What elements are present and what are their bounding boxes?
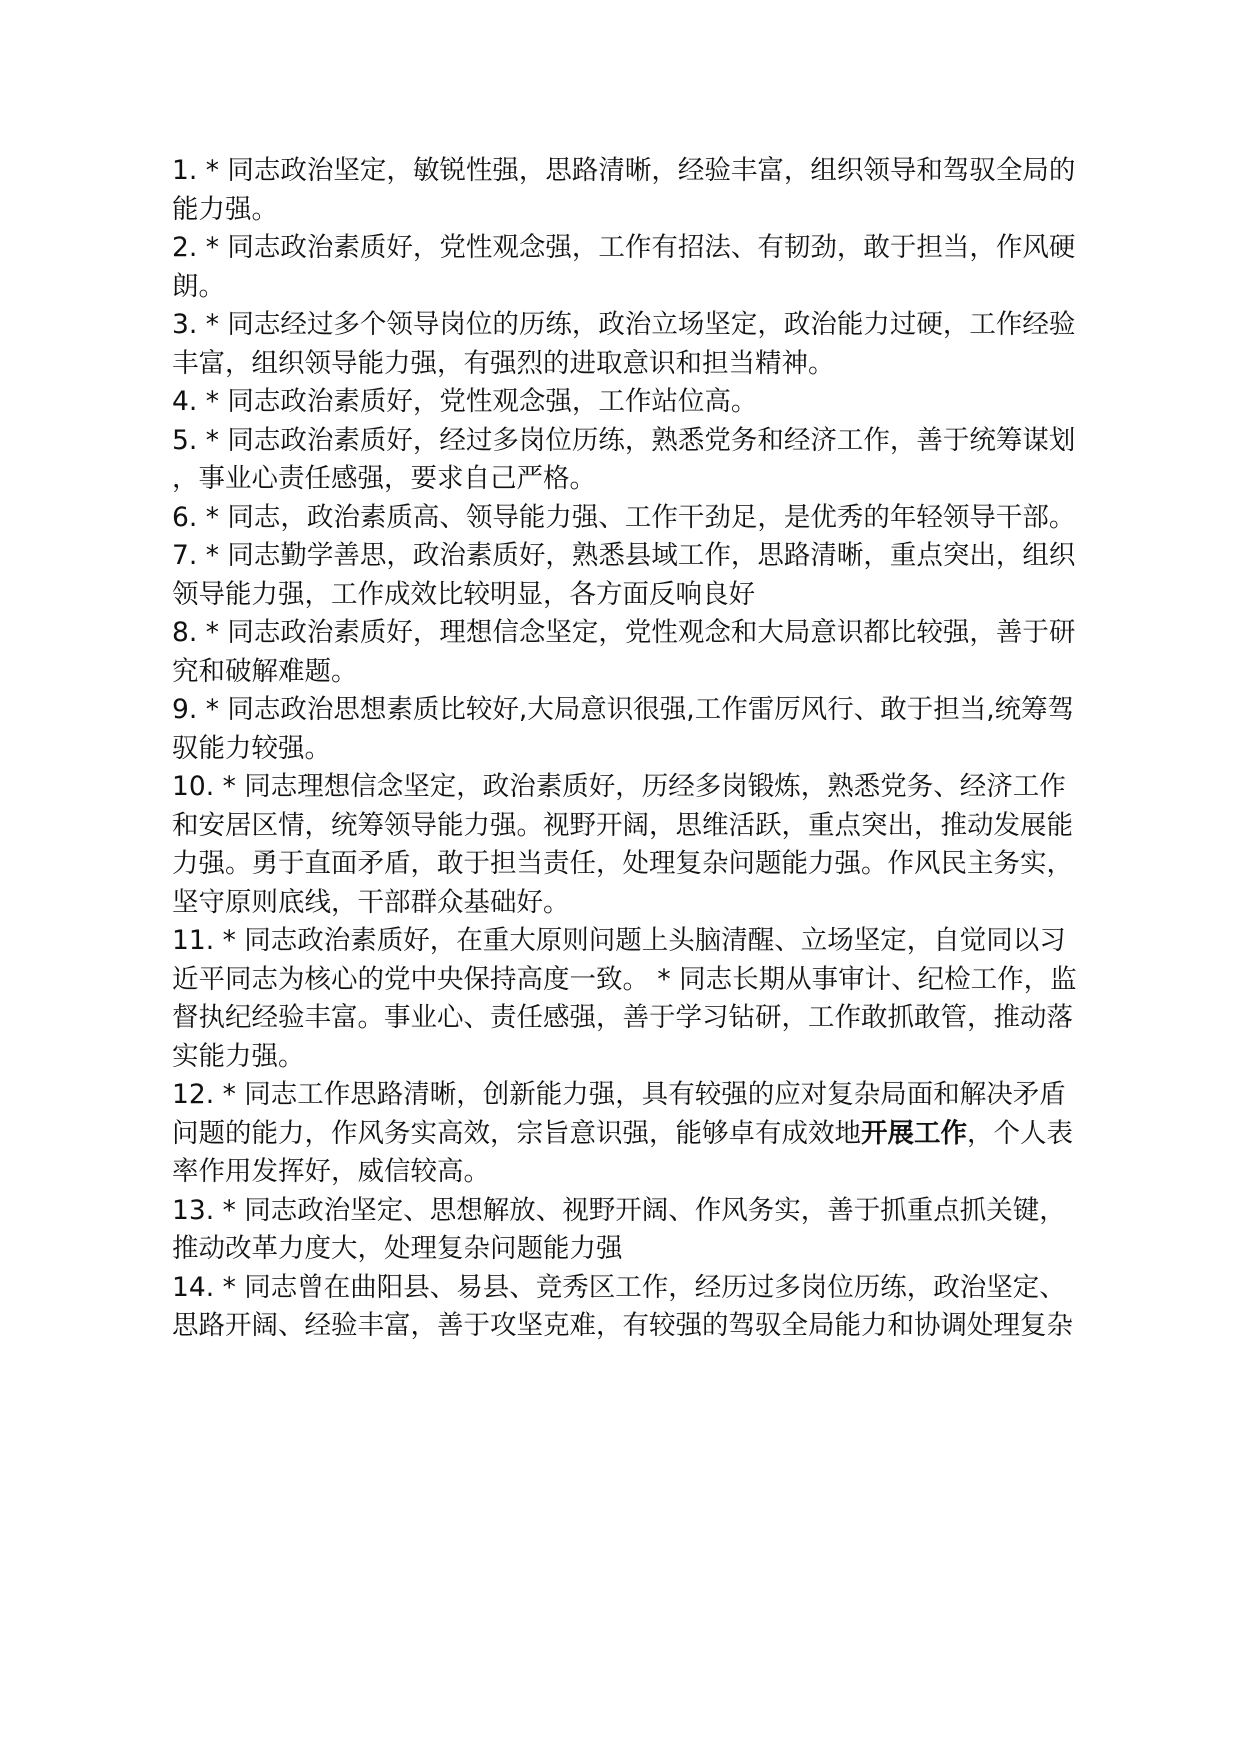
list-item: 10. * 同志理想信念坚定，政治素质好，历经多岗锻炼，熟悉党务、经济工作和安居区情，统筹领导能力强。视野开阔，思维活跃，重点突出，推动发展能力强。勇于直面矛盾，敢于担当责任，处理复杂问题能力强。作风民主务实， 坚守原则底线，干部群众基础好。 (172, 771, 1073, 918)
list-item: 8. * 同志政治素质好，理想信念坚定，党性观念和大局意识都比较强，善于研究和破解难题。 (172, 617, 1076, 687)
evaluation-list (172, 152, 1092, 1346)
list-item: 11. * 同志政治素质好，在重大原则问题上头脑清醒、立场坚定，自觉同以习近平同志为核心的党中央保持高度一致。 * 同志长期从事审计、纪检工作，监督执纪经验丰富。事业心、责任感强，善于学习钻研，工作敢抓敢管，推动落实能力强。 (172, 925, 1077, 1072)
list-item (172, 1076, 1092, 1192)
list-item: 3. * 同志经过多个领导岗位的历练，政治立场坚定，政治能力过硬，工作经验丰富，组织领导能力强，有强烈的进取意识和担当精神。 (172, 309, 1076, 379)
list-item-text: ，个人表率作用发挥好，威信较高。 (172, 1117, 1073, 1187)
list-item: 1. * 同志政治坚定，敏锐性强，思路清晰，经验丰富，组织领导和驾驭全局的能力强。 (172, 155, 1076, 225)
list-item: 6. * 同志，政治素质高、领导能力强、工作干劲足，是优秀的年轻领导干部。 (172, 501, 1076, 533)
list-item: 5. * 同志政治素质好，经过多岗位历练，熟悉党务和经济工作，善于统筹谋划 ，事业心责任感强，要求自己严格。 (172, 424, 1076, 494)
list-item: 7. * 同志勤学善思，政治素质好，熟悉县域工作，思路清晰，重点突出，组织领导能力强，工作成效比较明显，各方面反响良好 (172, 540, 1076, 610)
list-item: 9. * 同志政治思想素质比较好,大局意识很强,工作雷厉风行、敢于担当,统筹驾驭能力较强。 (172, 694, 1075, 764)
list-item-text: 12. * 同志工作思路清晰，创新能力强，具有较强的应对复杂局面和解决矛盾问题的能力，作风务实高效，宗旨意识强，能够卓有成效地 (172, 1079, 1066, 1149)
list-item-emphasis: 开展工作 (861, 1117, 967, 1149)
list-item: 2. * 同志政治素质好，党性观念强，工作有招法、有韧劲，敢于担当，作风硬朗。 (172, 232, 1076, 302)
list-item: 4. * 同志政治素质好，党性观念强，工作站位高。 (172, 386, 758, 417)
list-item: 13. * 同志政治坚定、思想解放、视野开阔、作风务实，善于抓重点抓关键， 推动改革力度大，处理复杂问题能力强 (172, 1194, 1066, 1264)
list-item: 14. * 同志曾在曲阳县、易县、竞秀区工作，经历过多岗位历练，政治坚定、思路开阔、经验丰富，善于攻坚克难，有较强的驾驭全局能力和协调处理复杂 (172, 1271, 1073, 1341)
